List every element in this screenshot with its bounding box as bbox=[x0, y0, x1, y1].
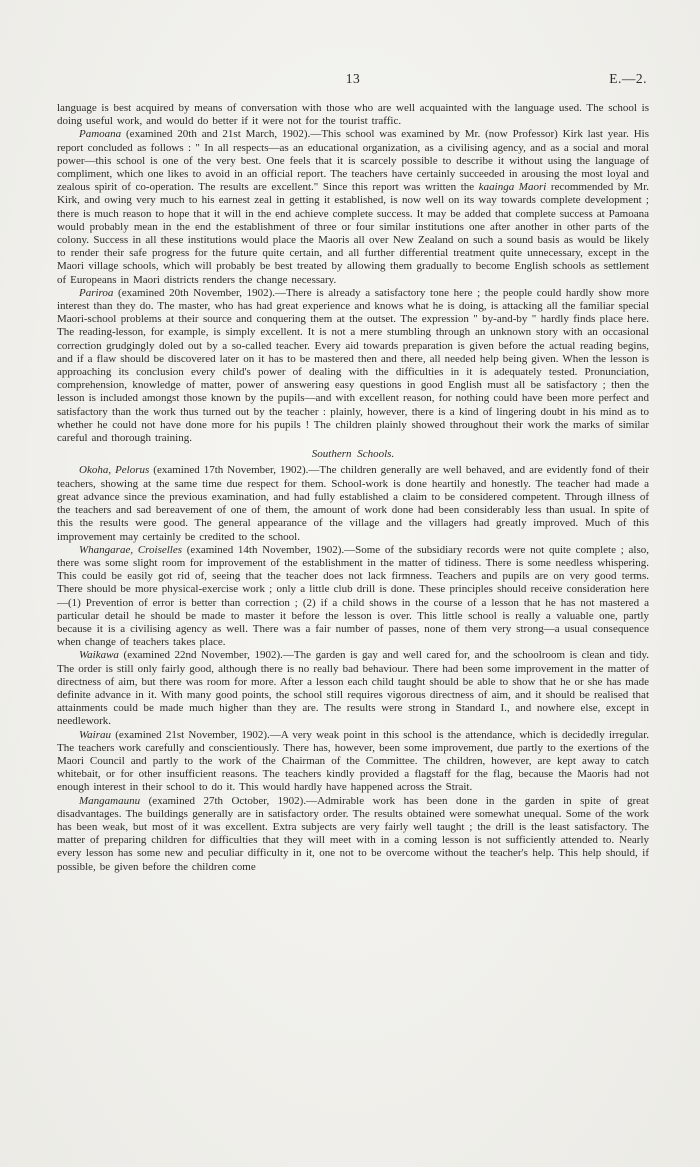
running-head bbox=[57, 72, 649, 88]
school-name-whangarae-croiselles: Whangarae, Croiselles bbox=[79, 543, 183, 556]
paragraph-wairau bbox=[57, 729, 649, 795]
school-name-okoha-pelorus: Okoha, Pelorus bbox=[79, 464, 150, 477]
paragraph-mangamaunu-text: (examined 27th October, 1902).—Admirable work has been done in the garden in spite of great disadvantages. The buildings generally are in satisfactory order. The results obtained were somewhat unequal. Some of the work has been weak, but most of it was excellent. Extra subjects are very fairly well taught ; the drill is the least satisfactory. The matter of preparing children for difficulties that they will meet with in a coming lesson is not sufficiently attended to. Nearly every lesson has some new and peculiar difficulty in it, one not to be overcome without the teacher's help. This help should, if possible, be given before the children come bbox=[57, 794, 649, 873]
paragraph-wairau-text: (examined 21st November, 1902).—A very weak point in this school is the attendance, which is decidedly irregular. The teachers work carefully and conscientiously. There has, however, been some improvement, due partly to the exertions of the Maori Council and partly to the work of the Chairman of the Committee. The children, however, are kept away to catch whitebait, or for other insufficient reasons. The teachers kindly provided a flagstaff for the flag, because the Maoris had not enough interest in their school to do it. This would hardly have happened across the Strait. bbox=[57, 728, 649, 794]
paragraph-okoha-text: (examined 17th November, 1902).—The children generally are well behaved, and are evidently fond of their teachers, showing at the same time due respect for them. School-work is done heartily and honestly. The teacher had made a great advance since the previous examination, and had fully established a claim to be considered competent. Through illness of the teachers and sad bereavement of one of them, the amount of work done had been considerably less than usual. In spite of this the results were good. The general appearance of the village and the villagers had greatly improved. Much of this improvement may certainly be credited to the school. bbox=[57, 464, 649, 543]
paragraph-okoha bbox=[57, 464, 649, 543]
paragraph-continuation-text: language is best acquired by means of conversation with those who are well acquainted with the language used. The school is doing useful work, and would do better if it were not for the tourist traffic. bbox=[57, 102, 649, 128]
paragraph-pamoana-text-a: (examined 20th and 21st March, 1902).—This school was examined by Mr. (now Professor) Kirk last year. His report concluded as follows : " In all respects—as an educational organization, as a civilising agency, and as a social and moral power—this school is one of the very best. One feels that it is scarcely possible to describe it without using the language of compliment, which one likes to avoid in an official report. The teachers have certainly succeeded in arousing the most loyal and zealous spirit of co-operation. The results are excellent." Since this report was written the bbox=[57, 128, 649, 194]
page-number: 13 bbox=[345, 71, 361, 86]
school-name-waikawa: Waikawa bbox=[79, 649, 119, 662]
school-name-mangamaunu: Mangamaunu bbox=[79, 794, 141, 807]
paragraph-waikawa-text: (examined 22nd November, 1902).—The garden is gay and well cared for, and the schoolroom is clean and tidy. The order is still only fairly good, although there is no really bad behaviour. There had been some improvement in the matter of directness of aim, but there was room for more. After a lesson each child taught should be able to show that he or she has made definite advance in it. With many good points, the school still requires vigorous directness of aim, and it should be realised that attainments could be made much higher than they are. The results were strong in Standard I., and nowhere else, except in needlework. bbox=[57, 649, 649, 728]
italic-term-kaainga-maori: kaainga Maori bbox=[478, 181, 547, 194]
paragraph-pamoana-text-b: recommended by Mr. Kirk, and owing very much to his earnest zeal in getting it established, is now well on its way towards complete development ; there is much reason to hope that it will in the end achieve complete success. It may be added that complete success at Pamoana would probably mean in the end the establishment of three or four similar institutions one after another in other parts of the colony. Success in all these institutions would place the Maoris all over New Zealand on such a sound basis as would be likely to render their safe progress for the future quite certain, and all further differential treatment quite unnecessary, except in the Maori village schools, which will probably be best treated by allowing them gradually to become English schools as settlement of Europeans in Maori districts renders the change necessary. bbox=[57, 181, 649, 286]
paragraph-pariroa-text: (examined 20th November, 1902).—There is already a satisfactory tone here ; the people could hardly show more interest than they do. The master, who has had great experience and knows what he is doing, is attacking all the familiar special Maori-school problems at their source and conquering them at the outset. The expression " by-and-by " hardly finds place here. The reading-lesson, for example, is simply excellent. It is not a mere stumbling through an unknown story with an occasional correction grudgingly doled out by a so-called teacher. Every aid towards preparation is given before the actual reading begins, and if a flaw should be discovered later on it has to be mastered then and there, all needed help being given. When the lesson is approaching its conclusion every child's power of dealing with the difficulties in it is adequately tested. Pronunciation, comprehension, knowledge of matter, power of answering easy questions in good English must all be satisfactory ; then the lesson is included amongst those known by the pupils—and with excellent reason, for nothing could have been more perfect and satisfactory than the work thus turned out by the teacher : plainly, however, there is a kind of lingering doubt in his mind as to whether he could not have done more for his pupils ! The children plainly showed throughout their work the marks of similar careful and thorough training. bbox=[57, 286, 649, 445]
paragraph-whangarae bbox=[57, 544, 649, 650]
paragraph-waikawa bbox=[57, 649, 649, 728]
report-code: E.—2. bbox=[609, 71, 647, 86]
school-name-pamoana: Pamoana bbox=[79, 128, 122, 141]
text-block bbox=[57, 72, 649, 874]
paragraph-pamoana bbox=[57, 128, 649, 286]
paragraph-whangarae-text: (examined 14th November, 1902).—Some of the subsidiary records were not quite complete ; also, there was some slight room for improvement of the establishment in the matter of tidiness. There is some needless whispering. This could be easily got rid of, seeing that the teacher does not lack firmness. Teachers and pupils are on very good terms. There should be more physical-exercise work ; only a little club drill is done. These principles should receive consideration here—(1) Prevention of error is better than correction ; (2) if a child shows in the course of a lesson that he has not mastered a particular detail he should be made to master it before the lesson is over. This little school is really a valuable one, partly because it is a civilising agency as well. There was a fair number of passes, none of them very strong—a usual consequence when change of teachers takes place. bbox=[57, 543, 649, 649]
school-name-pariroa: Pariroa bbox=[79, 286, 114, 299]
school-name-wairau: Wairau bbox=[79, 728, 111, 741]
paragraph-continuation bbox=[57, 102, 649, 128]
paragraph-mangamaunu bbox=[57, 795, 649, 874]
section-heading-southern-schools: Southern Schools. bbox=[311, 448, 395, 461]
paragraph-pariroa bbox=[57, 287, 649, 445]
